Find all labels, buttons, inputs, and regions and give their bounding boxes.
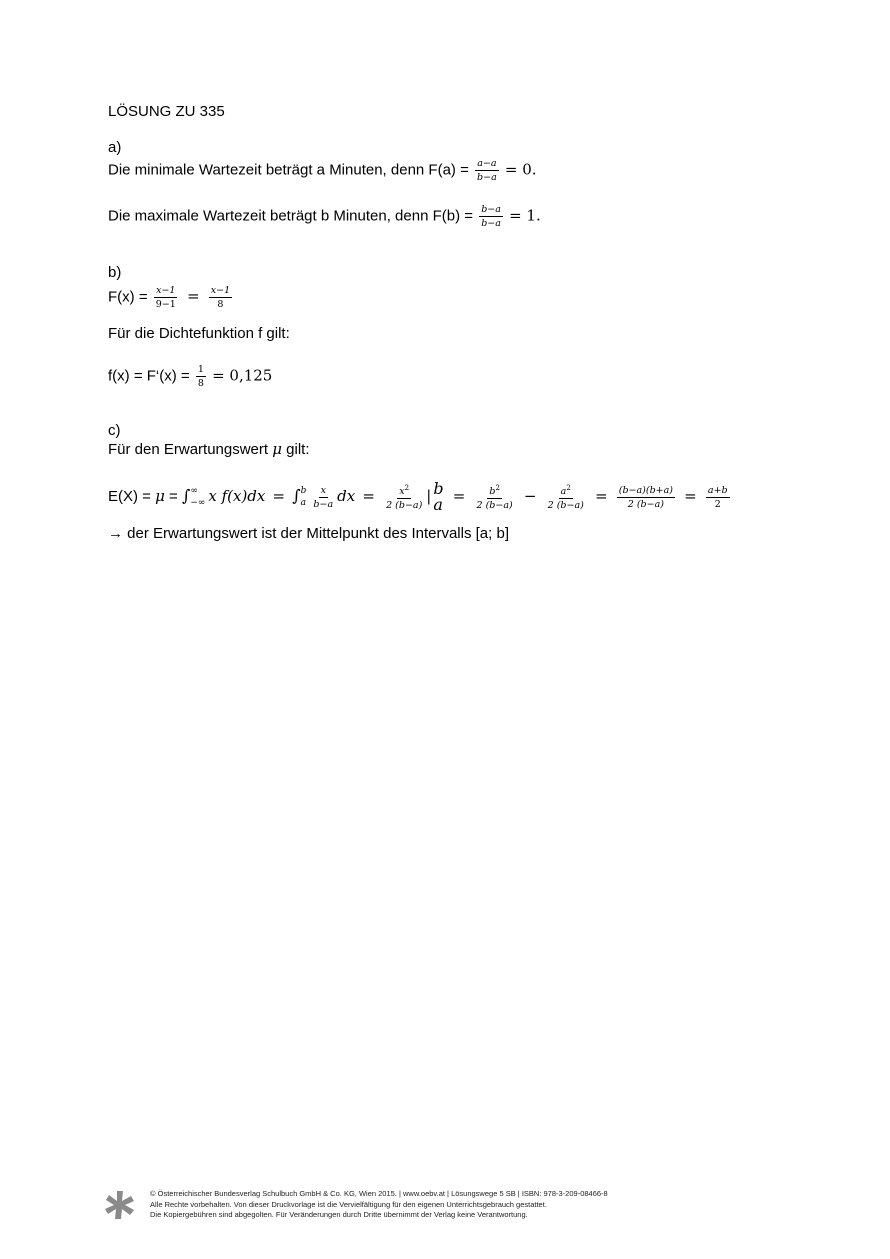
- density-text: Für die Dichtefunktion f gilt:: [108, 325, 290, 342]
- footer-line-1: © Österreichischer Bundesverlag Schulbuch GmbH & Co. KG, Wien 2015. | www.oebv.at | Lösungswege 5 SB | ISBN: 978-3-209-08466-8: [150, 1189, 608, 1198]
- part-b-label: b): [108, 264, 122, 281]
- publisher-logo-icon: [104, 1189, 136, 1221]
- integral-symbol: ∫: [292, 485, 301, 505]
- result: = 0.: [504, 160, 537, 179]
- conclusion-text: → der Erwartungswert ist der Mittelpunkt des Intervalls [a; b]: [108, 525, 509, 542]
- part-a-label: a): [108, 139, 122, 156]
- fraction: $\frac{a^2}{2 (b-a)}$: [547, 483, 584, 512]
- fraction: $\frac{(b-a)(b+a)}{2 (b-a)}$: [618, 484, 673, 510]
- fraction: $\frac{x-1}{9-1}$: [155, 285, 176, 310]
- integral-limits: ∞ −∞: [190, 486, 206, 508]
- part-a-line-1: [108, 158, 537, 183]
- fraction: $\frac{a+b}{2}$: [707, 484, 728, 510]
- mu-symbol: μ: [155, 486, 165, 505]
- evaluation-bar-limits: b a: [433, 479, 444, 514]
- footer-line-3: Die Kopiergebühren sind abgegolten. Für Veränderungen durch Dritte übernimmt der Verlag keine Verantwortung.: [150, 1210, 528, 1219]
- mu-symbol: μ: [272, 440, 282, 458]
- fraction: $\frac{1}{8}$: [197, 364, 204, 389]
- integral-symbol: ∫: [181, 485, 191, 505]
- fraction: $\frac{b^2}{2 (b-a)}$: [476, 483, 513, 512]
- part-a-line-2-text: Die maximale Wartezeit beträgt b Minuten, denn F(b) =: [108, 207, 474, 225]
- ex-lhs: E(X) =: [108, 487, 151, 505]
- part-c-label: c): [108, 422, 121, 439]
- fraction: $\frac{a-a}{b-a}$: [477, 158, 497, 183]
- part-a-line-1-text: Die minimale Wartezeit beträgt a Minuten, denn F(a) =: [108, 161, 469, 179]
- fraction: $\frac{x-1}{8}$: [210, 285, 231, 310]
- equals: =: [187, 287, 200, 306]
- integrand: x f(x)dx: [208, 486, 266, 505]
- expected-value-intro: Für den Erwartungswert μ gilt:: [108, 440, 310, 458]
- footer-copyright: [150, 1189, 608, 1221]
- expected-value-formula: E(X) = μ = ∫ ∞ −∞ x f(x)dx = ∫ b a $\frac{x}{b-a}$ dx = $\frac{x^2}{2 (b-a)}$ | b a = $\frac{b^2}{2 (b-a)}$ − $\frac{a^2}{2 (b-a)}$ = $\frac{(b-a)(b+a)}{2 (b-a)}$ = $\frac{a+b}{2}$: [108, 479, 728, 514]
- f-lhs: f(x) = F‘(x) =: [108, 367, 190, 385]
- page-title: LÖSUNG ZU 335: [108, 103, 225, 120]
- footer-line-2: Alle Rechte vorbehalten. Von dieser Druckvorlage ist die Vervielfältigung für den eigenen Unterrichtsgebrauch gestattet.: [150, 1199, 547, 1209]
- part-b-F-formula: [108, 285, 234, 310]
- fraction: $\frac{b-a}{b-a}$: [481, 204, 501, 229]
- part-b-f-formula: [108, 364, 272, 389]
- integral-limits: b a: [300, 486, 307, 508]
- result: = 0,125: [212, 366, 273, 385]
- part-a-line-2: [108, 204, 541, 229]
- fraction: $\frac{x}{b-a}$: [313, 484, 334, 510]
- fraction: $\frac{x^2}{2 (b-a)}$: [386, 483, 423, 512]
- F-lhs: F(x) =: [108, 288, 148, 306]
- result: = 1.: [509, 206, 541, 225]
